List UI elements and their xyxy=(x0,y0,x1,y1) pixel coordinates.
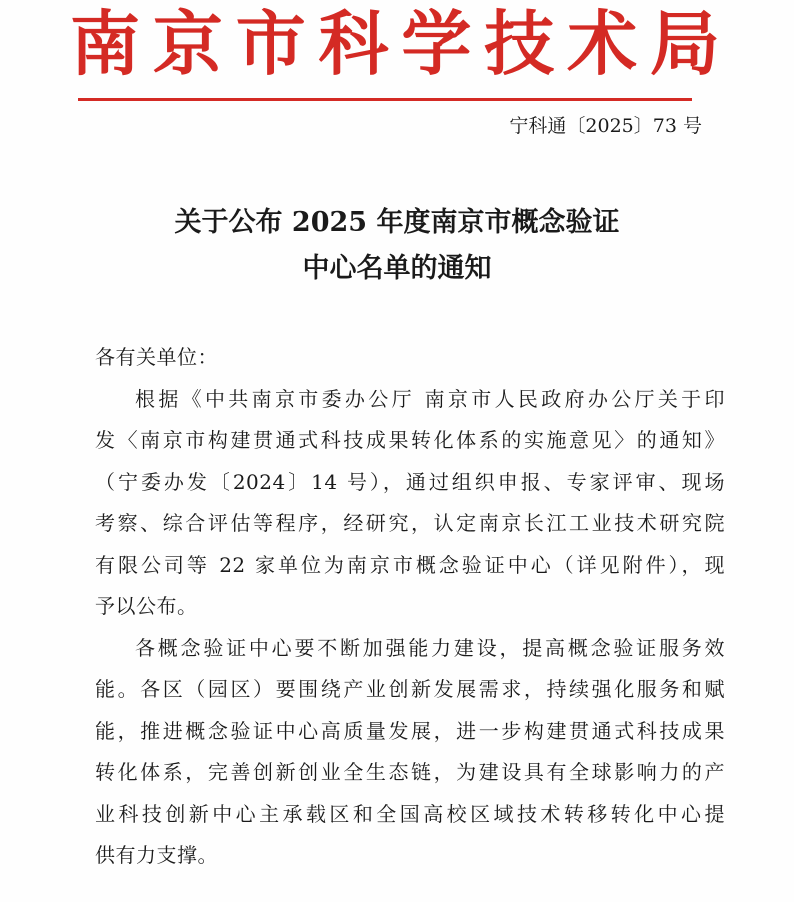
paragraph xyxy=(95,628,725,877)
masthead-char: 科 xyxy=(318,3,389,85)
paragraph xyxy=(95,379,725,628)
paragraph-line: 予以公布。 xyxy=(95,594,198,618)
masthead-char: 京 xyxy=(152,3,223,85)
paragraph-line: 业科技创新中心主承载区和全国高校区域技术转移转化中心提 xyxy=(95,801,725,826)
masthead-char: 技 xyxy=(484,3,555,85)
paragraph-line: 有限公司等 22 家单位为南京市概念验证中心（详见附件），现 xyxy=(95,552,725,577)
title-line: 中心名单的通知 xyxy=(302,253,492,284)
masthead-char: 局 xyxy=(649,3,720,85)
paragraph-line: 能。各区（园区）要围绕产业创新发展需求，持续强化服务和赋 xyxy=(95,677,725,701)
paragraph-line: 供有力支撑。 xyxy=(95,843,218,867)
masthead-char: 南 xyxy=(70,3,140,85)
notice-body xyxy=(95,337,725,877)
notice-title xyxy=(60,200,734,292)
paragraph-line: 各概念验证中心要不断加强能力建设，提高概念验证服务效 xyxy=(135,635,725,660)
masthead-title xyxy=(70,4,720,84)
title-line: 关于公布 2025 年度南京市概念验证 xyxy=(174,207,620,238)
paragraph-line: （宁委办发〔2024〕14 号），通过组织申报、专家评审、现场 xyxy=(95,469,725,494)
paragraph-line: 转化体系，完善创新创业全生态链，为建设具有全球影响力的产 xyxy=(95,760,725,784)
paragraph-line: 根据《中共南京市委办公厅 南京市人民政府办公厅关于印 xyxy=(135,386,725,411)
paragraph-line: 发〈南京市构建贯通式科技成果转化体系的实施意见〉的通知》 xyxy=(95,428,725,452)
paragraph-line: 考察、综合评估等程序，经研究，认定南京长江工业技术研究院 xyxy=(95,511,725,535)
paragraph-line: 能，推进概念验证中心高质量发展，进一步构建贯通式科技成果 xyxy=(95,718,725,743)
red-divider-line xyxy=(78,98,692,101)
masthead-char: 术 xyxy=(567,3,638,85)
document-number: 宁科通〔2025〕73 号 xyxy=(509,115,702,137)
masthead-char: 学 xyxy=(401,3,472,85)
salutation: 各有关单位： xyxy=(95,345,218,369)
masthead-char: 市 xyxy=(235,3,306,85)
